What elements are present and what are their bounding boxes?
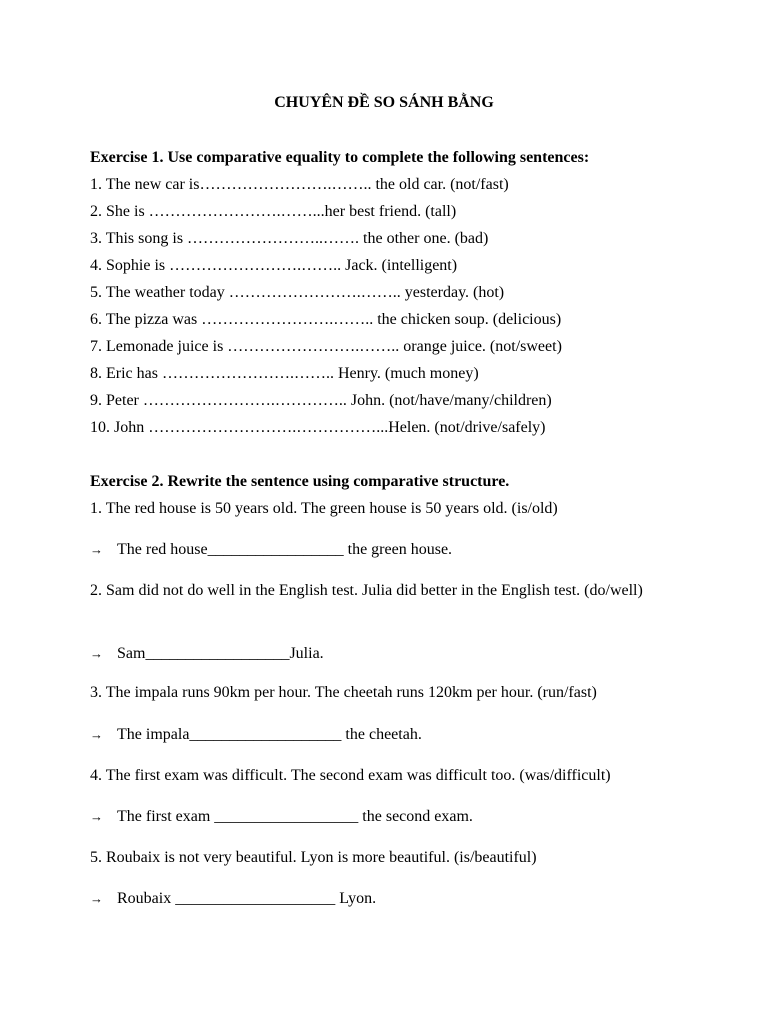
exercise-2-answer: Sam__________________Julia. bbox=[117, 645, 324, 662]
exercise-1-item: 6. The pizza was …………………….…….. the chicken soup. (delicious) bbox=[90, 311, 562, 328]
arrow-right-icon: → bbox=[90, 646, 103, 661]
exercise-1-item: 5. The weather today …………………….…….. yesterday. (hot) bbox=[90, 284, 505, 301]
exercise-2-answer-line bbox=[90, 644, 324, 664]
exercise-1-item: 4. Sophie is …………………….…….. Jack. (intelligent) bbox=[90, 257, 458, 274]
exercise-1-item: 9. Peter …………………….………….. John. (not/have/many/children) bbox=[90, 392, 552, 409]
exercise-1-item: 8. Eric has …………………….…….. Henry. (much money) bbox=[90, 365, 479, 382]
exercise-1-item: 7. Lemonade juice is …………………….…….. orange juice. (not/sweet) bbox=[90, 338, 562, 355]
exercise-1-item: 1. The new car is…………………….…….. the old car. (not/fast) bbox=[90, 176, 509, 193]
exercise-2-answer: The impala___________________ the cheetah. bbox=[117, 726, 422, 743]
exercise-2-answer-line bbox=[90, 807, 473, 827]
exercise-1-heading: Exercise 1. Use comparative equality to complete the following sentences: bbox=[90, 149, 590, 166]
exercise-2-prompt: 4. The first exam was difficult. The second exam was difficult too. (was/difficult) bbox=[90, 767, 611, 784]
exercise-2-prompt: 5. Roubaix is not very beautiful. Lyon is more beautiful. (is/beautiful) bbox=[90, 849, 537, 866]
exercise-2-answer: Roubaix ____________________ Lyon. bbox=[117, 890, 377, 907]
arrow-right-icon: → bbox=[90, 891, 103, 906]
exercise-2-answer-line bbox=[90, 725, 422, 745]
exercise-2-answer: The red house_________________ the green house. bbox=[117, 541, 453, 558]
arrow-right-icon: → bbox=[90, 727, 103, 742]
exercise-1-item: 10. John ……………………….……………...Helen. (not/drive/safely) bbox=[90, 419, 546, 436]
exercise-2-answer-line bbox=[90, 540, 452, 560]
exercise-2-heading: Exercise 2. Rewrite the sentence using comparative structure. bbox=[90, 473, 510, 490]
arrow-right-icon: → bbox=[90, 809, 103, 824]
arrow-right-icon: → bbox=[90, 542, 103, 557]
exercise-2-prompt: 3. The impala runs 90km per hour. The cheetah runs 120km per hour. (run/fast) bbox=[90, 684, 597, 701]
exercise-2-answer: The first exam __________________ the second exam. bbox=[117, 808, 473, 825]
page-title: CHUYÊN ĐỀ SO SÁNH BẰNG bbox=[274, 94, 494, 111]
exercise-2-answer-line bbox=[90, 889, 376, 909]
exercise-2-prompt: 2. Sam did not do well in the English test. Julia did better in the English test. (do/well) bbox=[90, 582, 643, 599]
exercise-1-item: 3. This song is ……………………..……. the other one. (bad) bbox=[90, 230, 489, 247]
exercise-1-item: 2. She is …………………….……...her best friend. (tall) bbox=[90, 203, 457, 220]
exercise-2-prompt: 1. The red house is 50 years old. The green house is 50 years old. (is/old) bbox=[90, 500, 558, 517]
